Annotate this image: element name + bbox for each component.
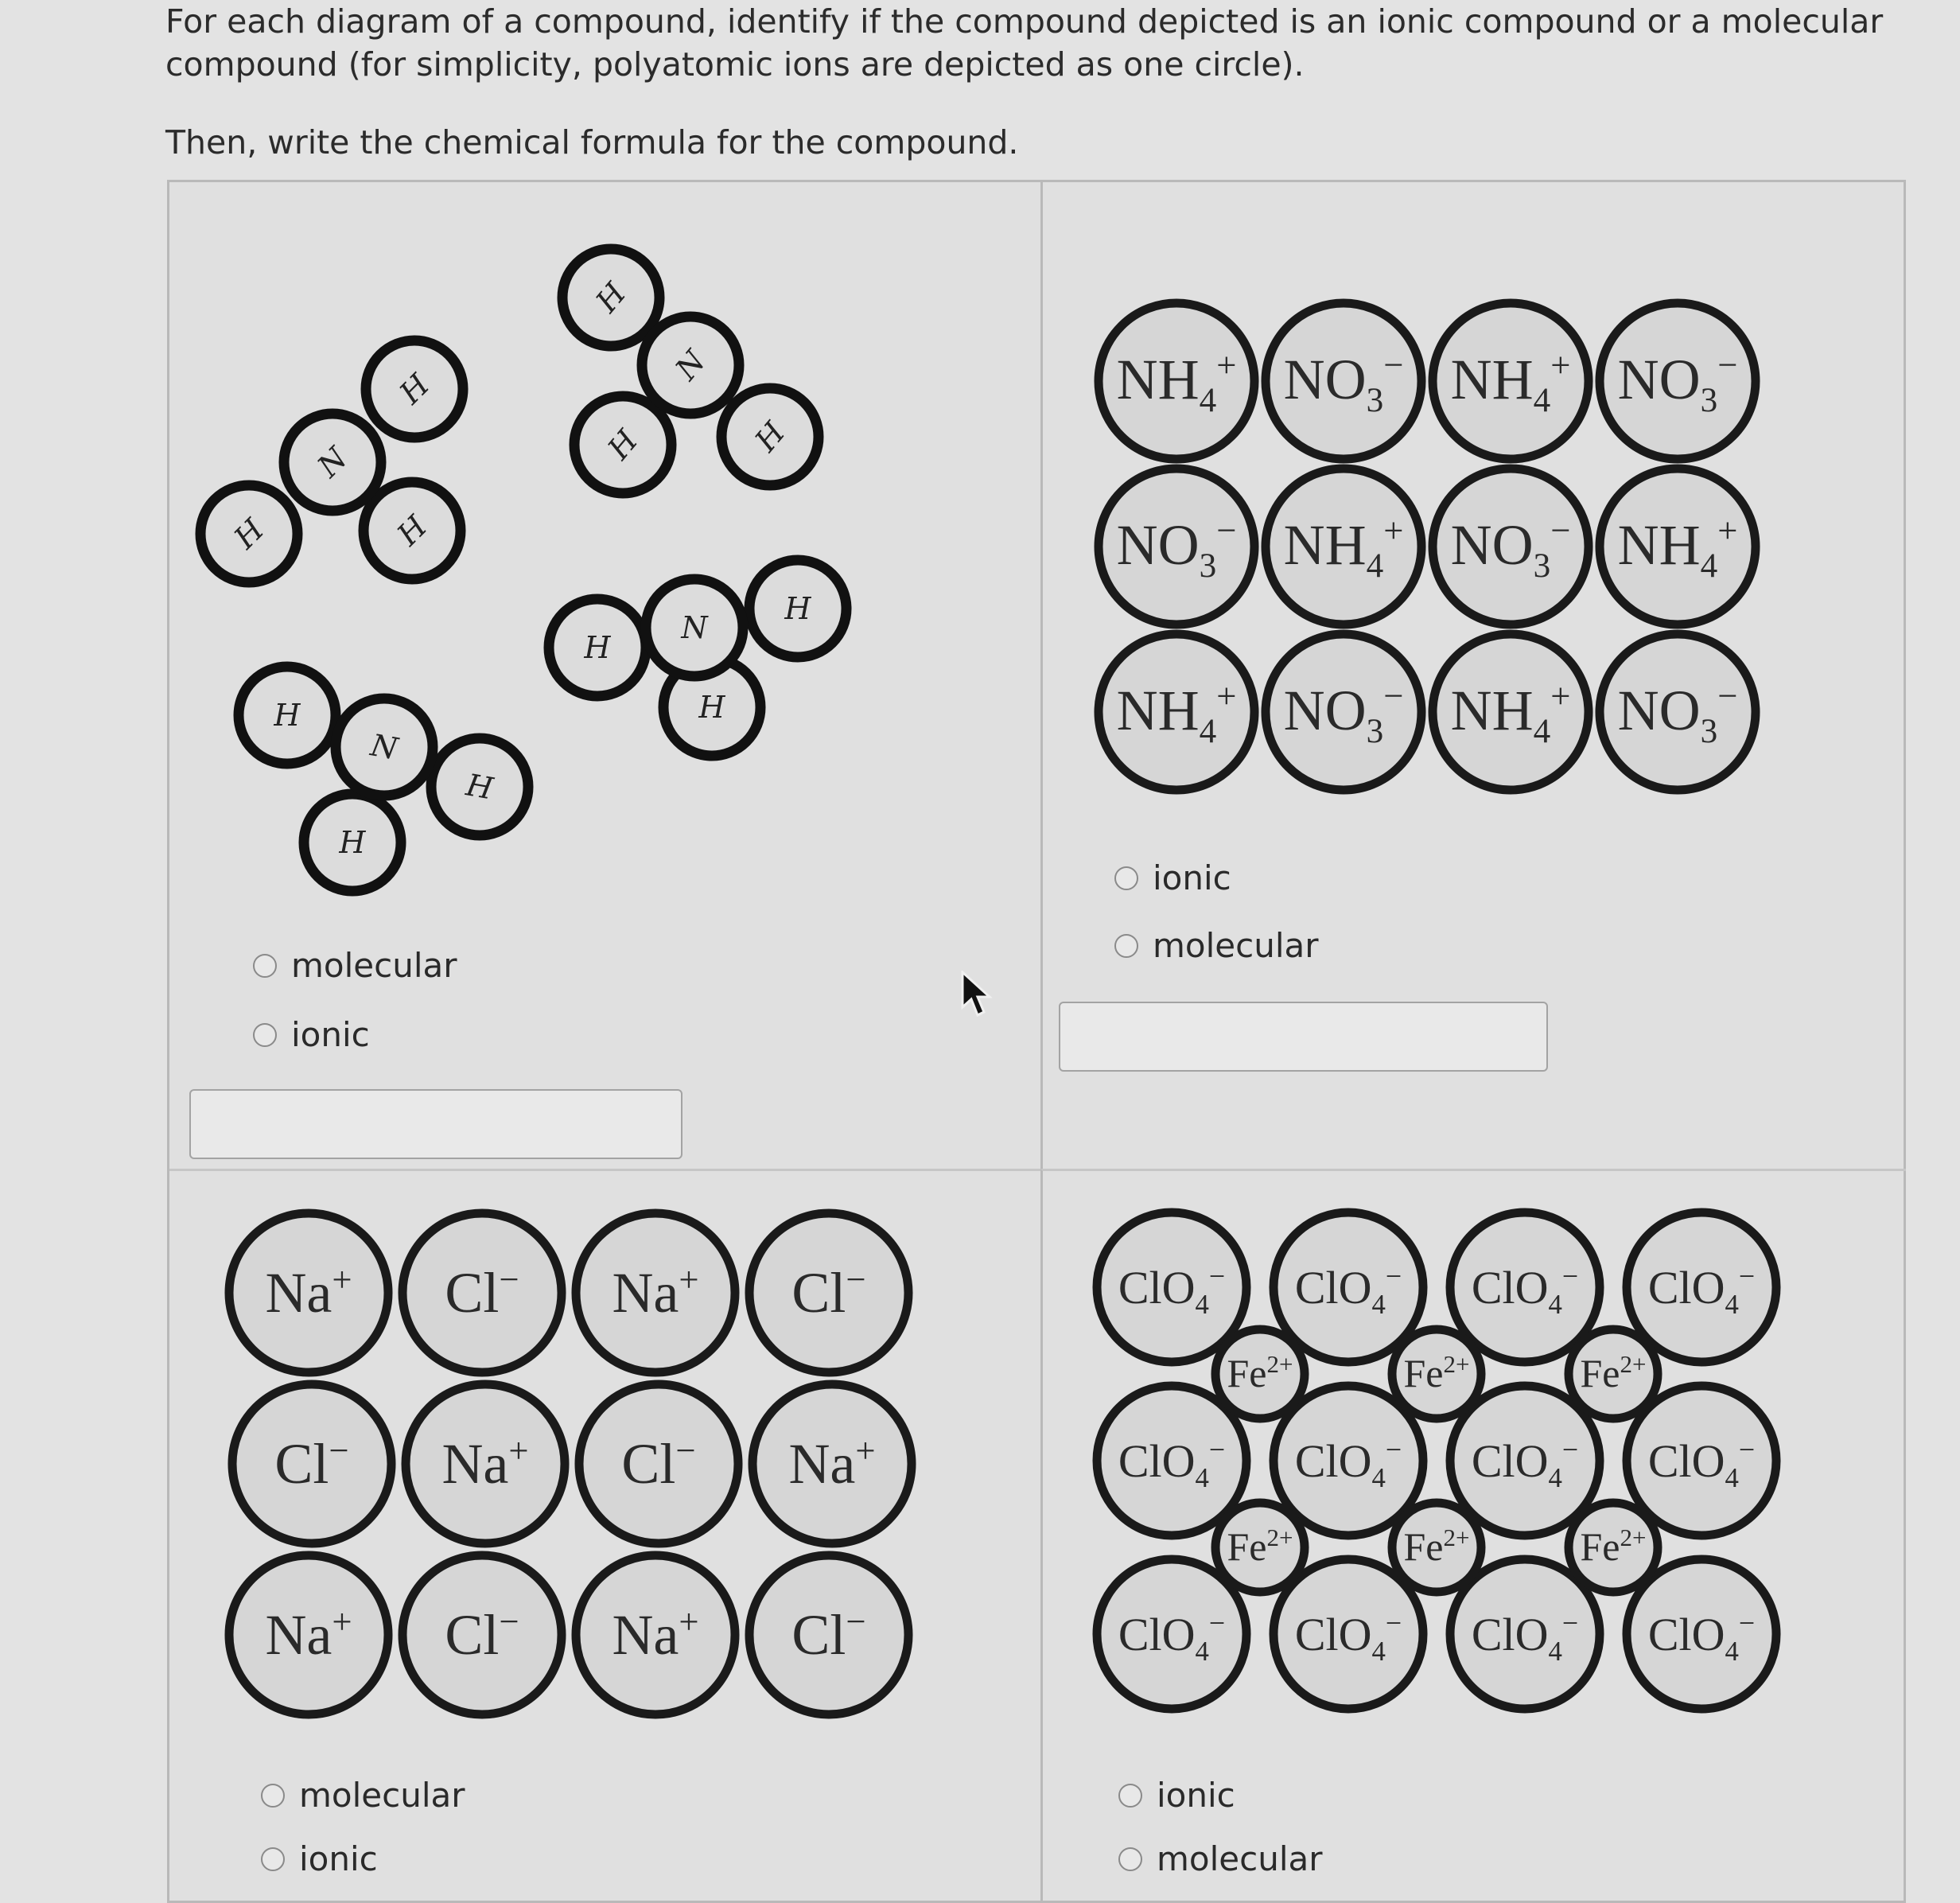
perchlorate-ion-label: ClO$_4$− (1647, 1433, 1756, 1493)
perchlorate-ion (1274, 1212, 1423, 1362)
hydrogen-atom (749, 560, 846, 657)
sodium-ion-label: Na+ (441, 1430, 529, 1496)
svg-text:H: H (392, 367, 437, 411)
perchlorate-ion (1627, 1386, 1776, 1535)
perchlorate-ion-label: ClO$_4$− (1294, 1259, 1402, 1320)
ammonium-ion-label: $NH_4^+$ (1450, 675, 1571, 750)
svg-text:H: H (601, 423, 645, 466)
ammonium-ion (1266, 469, 1421, 625)
radio-molecular-sodium-chloride[interactable] (261, 1784, 285, 1808)
formula-input-ammonium-nitrate[interactable] (1059, 1002, 1548, 1072)
perchlorate-ion-label: ClO$_4$− (1471, 1433, 1579, 1493)
iron-perchlorate-lattice (1043, 1171, 1906, 1744)
perchlorate-ion-label: ClO$_4$− (1118, 1433, 1226, 1493)
perchlorate-ion (1097, 1559, 1246, 1709)
radio-ionic-ammonium-nitrate[interactable] (1114, 866, 1138, 890)
nitrate-ion (1099, 469, 1254, 625)
sodium-ion (576, 1213, 735, 1372)
chloride-ion-label: Cl− (791, 1601, 866, 1667)
perchlorate-ion (1274, 1386, 1423, 1535)
iron-ion (1215, 1503, 1305, 1592)
perchlorate-ion-label: ClO$_4$− (1647, 1259, 1756, 1320)
formula-input-ammonia[interactable] (189, 1089, 682, 1159)
perchlorate-ion (1450, 1559, 1600, 1709)
perchlorate-ion (1627, 1559, 1776, 1709)
svg-text:H: H (390, 508, 434, 553)
option-ionic-ammonium-nitrate[interactable] (1114, 858, 1231, 897)
svg-text:N: N (368, 727, 401, 767)
option-label: molecular (1157, 1839, 1323, 1878)
ammonium-nitrate-lattice (1043, 182, 1906, 835)
radio-ionic-iron-perchlorate[interactable] (1118, 1784, 1142, 1808)
nitrate-ion (1600, 303, 1756, 459)
option-ionic-sodium-chloride[interactable] (261, 1839, 378, 1878)
perchlorate-ion (1097, 1212, 1246, 1362)
chloride-ion (579, 1384, 738, 1543)
perchlorate-ion-label: ClO$_4$− (1294, 1606, 1402, 1667)
hydrogen-atom (239, 667, 336, 764)
radio-molecular-iron-perchlorate[interactable] (1118, 1847, 1142, 1871)
hydrogen-atom (200, 485, 298, 582)
sodium-ion (752, 1384, 912, 1543)
hydrogen-atom (364, 482, 461, 579)
option-label: ionic (1153, 858, 1231, 897)
chloride-ion-label: Cl− (621, 1430, 696, 1496)
cell-iron-perchlorate-diagram (1040, 1169, 1906, 1903)
perchlorate-ion (1450, 1386, 1600, 1535)
nitrate-ion-label: $NO_3^-$ (1283, 344, 1404, 419)
ammonia-molecule (200, 341, 463, 582)
perchlorate-ion (1274, 1559, 1423, 1709)
ammonia-molecule (549, 560, 846, 756)
question-formula-instruction: Then, write the chemical formula for the compound. (165, 123, 1019, 162)
question-prompt (165, 0, 1900, 164)
sodium-ion-label: Na+ (612, 1259, 699, 1325)
option-label: molecular (299, 1776, 465, 1815)
svg-text:H: H (748, 415, 792, 458)
nitrate-ion-label: $NO_3^-$ (1617, 675, 1738, 750)
nitrogen-atom (284, 414, 381, 511)
ammonia-molecule-diagram (169, 182, 1040, 898)
chloride-ion (402, 1213, 562, 1372)
nitrate-ion-label: $NO_3^-$ (1617, 344, 1738, 419)
nitrogen-atom (646, 579, 743, 676)
hydrogen-atom (562, 249, 659, 346)
chloride-ion (749, 1213, 908, 1372)
sodium-ion-label: Na+ (265, 1259, 352, 1325)
cell-ammonium-nitrate-diagram (1040, 182, 1906, 1169)
ammonium-ion-label: $NH_4^+$ (1450, 344, 1571, 419)
chloride-ion (402, 1555, 562, 1714)
chloride-ion-label: Cl− (791, 1259, 866, 1325)
sodium-ion-label: Na+ (265, 1601, 352, 1667)
iron-ion (1392, 1329, 1481, 1418)
nitrate-ion-label: $NO_3^-$ (1116, 510, 1237, 585)
option-label: ionic (299, 1839, 378, 1878)
sodium-ion (229, 1555, 388, 1714)
sodium-ion (406, 1384, 565, 1543)
svg-text:H: H (698, 690, 725, 725)
radio-ionic-ammonia[interactable] (253, 1023, 277, 1047)
cell-sodium-chloride-diagram (169, 1169, 1040, 1903)
svg-text:H: H (227, 512, 271, 556)
option-molecular-ammonium-nitrate[interactable] (1114, 926, 1319, 965)
iron-ion-label: $Fe^{2+}$ (1403, 1524, 1470, 1569)
option-ionic-iron-perchlorate[interactable] (1118, 1776, 1235, 1815)
hydrogen-atom (304, 794, 401, 891)
chloride-ion (232, 1384, 391, 1543)
ammonium-ion (1099, 303, 1254, 459)
svg-text:N: N (681, 610, 708, 645)
svg-text:H: H (463, 767, 496, 807)
sodium-ion (229, 1213, 388, 1372)
sodium-ion-label: Na+ (788, 1430, 876, 1496)
sodium-chloride-lattice (169, 1171, 1040, 1744)
iron-ion (1392, 1503, 1481, 1592)
option-molecular-ammonia[interactable] (253, 946, 457, 985)
svg-text:H: H (784, 591, 811, 626)
iron-ion-label: $Fe^{2+}$ (1580, 1524, 1647, 1569)
hydrogen-atom (721, 388, 819, 485)
ammonium-ion-label: $NH_4^+$ (1116, 344, 1237, 419)
hydrogen-atom (574, 396, 671, 493)
perchlorate-ion-label: ClO$_4$− (1118, 1606, 1226, 1667)
option-molecular-sodium-chloride[interactable] (261, 1776, 465, 1815)
svg-text:H: H (274, 698, 301, 733)
chloride-ion-label: Cl− (274, 1430, 349, 1496)
perchlorate-ion (1097, 1386, 1246, 1535)
iron-ion-label: $Fe^{2+}$ (1580, 1350, 1647, 1395)
ammonium-ion-label: $NH_4^+$ (1116, 675, 1237, 750)
svg-text:H: H (584, 630, 611, 665)
ammonium-ion (1433, 303, 1589, 459)
svg-text:H: H (589, 276, 633, 319)
nitrate-ion-label: $NO_3^-$ (1283, 675, 1404, 750)
radio-molecular-ammonium-nitrate[interactable] (1114, 934, 1138, 958)
cell-ammonia-diagram (169, 182, 1040, 1169)
ammonium-ion (1099, 634, 1254, 790)
sodium-ion (576, 1555, 735, 1714)
chloride-ion-label: Cl− (445, 1601, 519, 1667)
ammonia-molecule (562, 249, 819, 493)
ammonium-ion-label: $NH_4^+$ (1283, 510, 1404, 585)
iron-ion-label: $Fe^{2+}$ (1227, 1524, 1293, 1569)
mouse-pointer-icon (961, 971, 993, 1018)
iron-ion-label: $Fe^{2+}$ (1403, 1350, 1470, 1395)
perchlorate-ion-label: ClO$_4$− (1471, 1259, 1579, 1320)
svg-text:H: H (339, 825, 366, 860)
option-label: ionic (291, 1015, 370, 1054)
nitrate-ion-label: $NO_3^-$ (1450, 510, 1571, 585)
iron-ion (1569, 1503, 1658, 1592)
hydrogen-atom (366, 341, 463, 438)
iron-ion (1215, 1329, 1305, 1418)
option-ionic-ammonia[interactable] (253, 1015, 370, 1054)
hydrogen-atom (431, 738, 528, 835)
nitrogen-atom (642, 317, 739, 414)
svg-text:N: N (668, 344, 713, 387)
iron-ion-label: $Fe^{2+}$ (1227, 1350, 1293, 1395)
sodium-ion-label: Na+ (612, 1601, 699, 1667)
option-label: molecular (1153, 926, 1319, 965)
ammonium-ion-label: $NH_4^+$ (1617, 510, 1738, 585)
radio-ionic-sodium-chloride[interactable] (261, 1847, 285, 1871)
nitrate-ion (1266, 303, 1421, 459)
svg-text:N: N (310, 440, 355, 485)
nitrogen-atom (336, 699, 433, 796)
nitrate-ion (1600, 634, 1756, 790)
question-instruction: For each diagram of a compound, identify if the compound depicted is an ionic compound or a molecular compound (for simplicity, polyatomic ions are depicted as one circle). (165, 2, 1884, 84)
nitrate-ion (1433, 469, 1589, 625)
perchlorate-ion-label: ClO$_4$− (1118, 1259, 1226, 1320)
perchlorate-ion (1627, 1212, 1776, 1362)
chloride-ion (749, 1555, 908, 1714)
perchlorate-ion (1450, 1212, 1600, 1362)
perchlorate-ion-label: ClO$_4$− (1647, 1606, 1756, 1667)
option-label: molecular (291, 946, 457, 985)
hydrogen-atom (549, 599, 646, 696)
iron-ion (1569, 1329, 1658, 1418)
radio-molecular-ammonia[interactable] (253, 954, 277, 978)
diagram-grid (167, 180, 1906, 1903)
option-molecular-iron-perchlorate[interactable] (1118, 1839, 1323, 1878)
perchlorate-ion-label: ClO$_4$− (1294, 1433, 1402, 1493)
perchlorate-ion-label: ClO$_4$− (1471, 1606, 1579, 1667)
nitrate-ion (1266, 634, 1421, 790)
option-label: ionic (1157, 1776, 1235, 1815)
ammonia-molecule (239, 667, 528, 891)
chloride-ion-label: Cl− (445, 1259, 519, 1325)
ammonium-ion (1433, 634, 1589, 790)
ammonium-ion (1600, 469, 1756, 625)
